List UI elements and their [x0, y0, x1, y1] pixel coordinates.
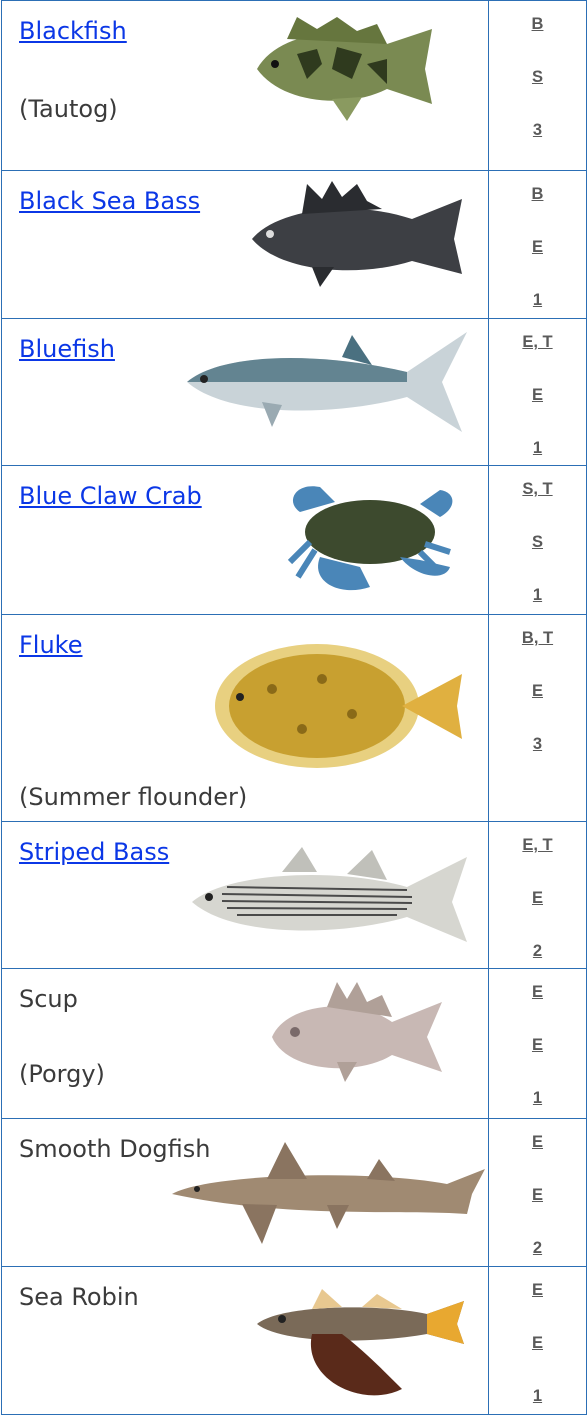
- code-link[interactable]: E: [531, 1334, 543, 1352]
- species-link-black-sea-bass[interactable]: Black Sea Bass: [19, 187, 201, 215]
- code-link[interactable]: E: [531, 386, 543, 404]
- code-link[interactable]: 1: [532, 291, 543, 309]
- species-cell: [2, 466, 489, 615]
- fluke-icon: [212, 639, 467, 774]
- codes-cell: [489, 319, 587, 466]
- code-link[interactable]: 1: [532, 1089, 543, 1107]
- code-link[interactable]: E: [531, 1186, 543, 1204]
- species-cell: [2, 1267, 489, 1415]
- table-row: [2, 319, 587, 466]
- table-row: [2, 822, 587, 969]
- codes-cell: [489, 1, 587, 171]
- fish-table: [1, 0, 587, 1415]
- species-name-smooth-dogfish: Smooth Dogfish: [19, 1135, 211, 1163]
- code-link[interactable]: S: [531, 533, 543, 551]
- table-row: [2, 1119, 587, 1267]
- codes-cell: [489, 822, 587, 969]
- code-link[interactable]: E: [531, 983, 543, 1001]
- species-name-scup: Scup: [19, 985, 78, 1013]
- code-link[interactable]: 3: [532, 121, 543, 139]
- bluefish-icon: [182, 327, 472, 437]
- code-link[interactable]: 1: [532, 1387, 543, 1405]
- species-link-blue-claw-crab[interactable]: Blue Claw Crab: [19, 482, 202, 510]
- table-row: [2, 1, 587, 171]
- species-name-sea-robin: Sea Robin: [19, 1283, 139, 1311]
- species-cell: [2, 319, 489, 466]
- code-link[interactable]: S: [531, 68, 543, 86]
- code-link[interactable]: 1: [532, 439, 543, 457]
- codes-cell: [489, 615, 587, 822]
- species-cell: [2, 1, 489, 171]
- species-alt-name: (Porgy): [19, 1060, 105, 1088]
- code-link[interactable]: E: [531, 1133, 543, 1151]
- code-link[interactable]: 2: [532, 1239, 543, 1257]
- species-link-striped-bass[interactable]: Striped Bass: [19, 838, 170, 866]
- table-row: [2, 615, 587, 822]
- species-alt-name: (Summer flounder): [19, 783, 248, 811]
- code-link[interactable]: B, T: [521, 629, 554, 647]
- codes-cell: [489, 969, 587, 1119]
- code-link[interactable]: E: [531, 238, 543, 256]
- code-link[interactable]: E: [531, 889, 543, 907]
- species-cell: [2, 615, 489, 822]
- code-link[interactable]: E: [531, 1036, 543, 1054]
- blackfish-icon: [237, 9, 437, 124]
- code-link[interactable]: S, T: [522, 480, 553, 498]
- code-link[interactable]: B: [531, 185, 544, 203]
- table-row: [2, 466, 587, 615]
- code-link[interactable]: B: [531, 15, 544, 33]
- code-link[interactable]: E, T: [522, 333, 553, 351]
- code-link[interactable]: E: [531, 1281, 543, 1299]
- codes-cell: [489, 466, 587, 615]
- species-alt-name: (Tautog): [19, 95, 118, 123]
- smooth-dogfish-icon: [167, 1139, 487, 1254]
- species-cell: [2, 969, 489, 1119]
- blue-claw-crab-icon: [280, 472, 460, 602]
- species-link-fluke[interactable]: Fluke: [19, 631, 83, 659]
- scup-icon: [267, 977, 447, 1092]
- code-link[interactable]: E: [531, 682, 543, 700]
- black-sea-bass-icon: [242, 179, 467, 289]
- code-link[interactable]: E, T: [522, 836, 553, 854]
- code-link[interactable]: 3: [532, 735, 543, 753]
- species-cell: [2, 822, 489, 969]
- codes-cell: [489, 171, 587, 319]
- codes-cell: [489, 1267, 587, 1415]
- striped-bass-icon: [187, 842, 472, 952]
- sea-robin-icon: [252, 1279, 467, 1409]
- code-link[interactable]: 1: [532, 586, 543, 604]
- species-cell: [2, 171, 489, 319]
- table-row: [2, 969, 587, 1119]
- table-row: [2, 1267, 587, 1415]
- species-cell: [2, 1119, 489, 1267]
- table-row: [2, 171, 587, 319]
- species-link-bluefish[interactable]: Bluefish: [19, 335, 115, 363]
- code-link[interactable]: 2: [532, 942, 543, 960]
- codes-cell: [489, 1119, 587, 1267]
- species-link-blackfish[interactable]: Blackfish: [19, 17, 127, 45]
